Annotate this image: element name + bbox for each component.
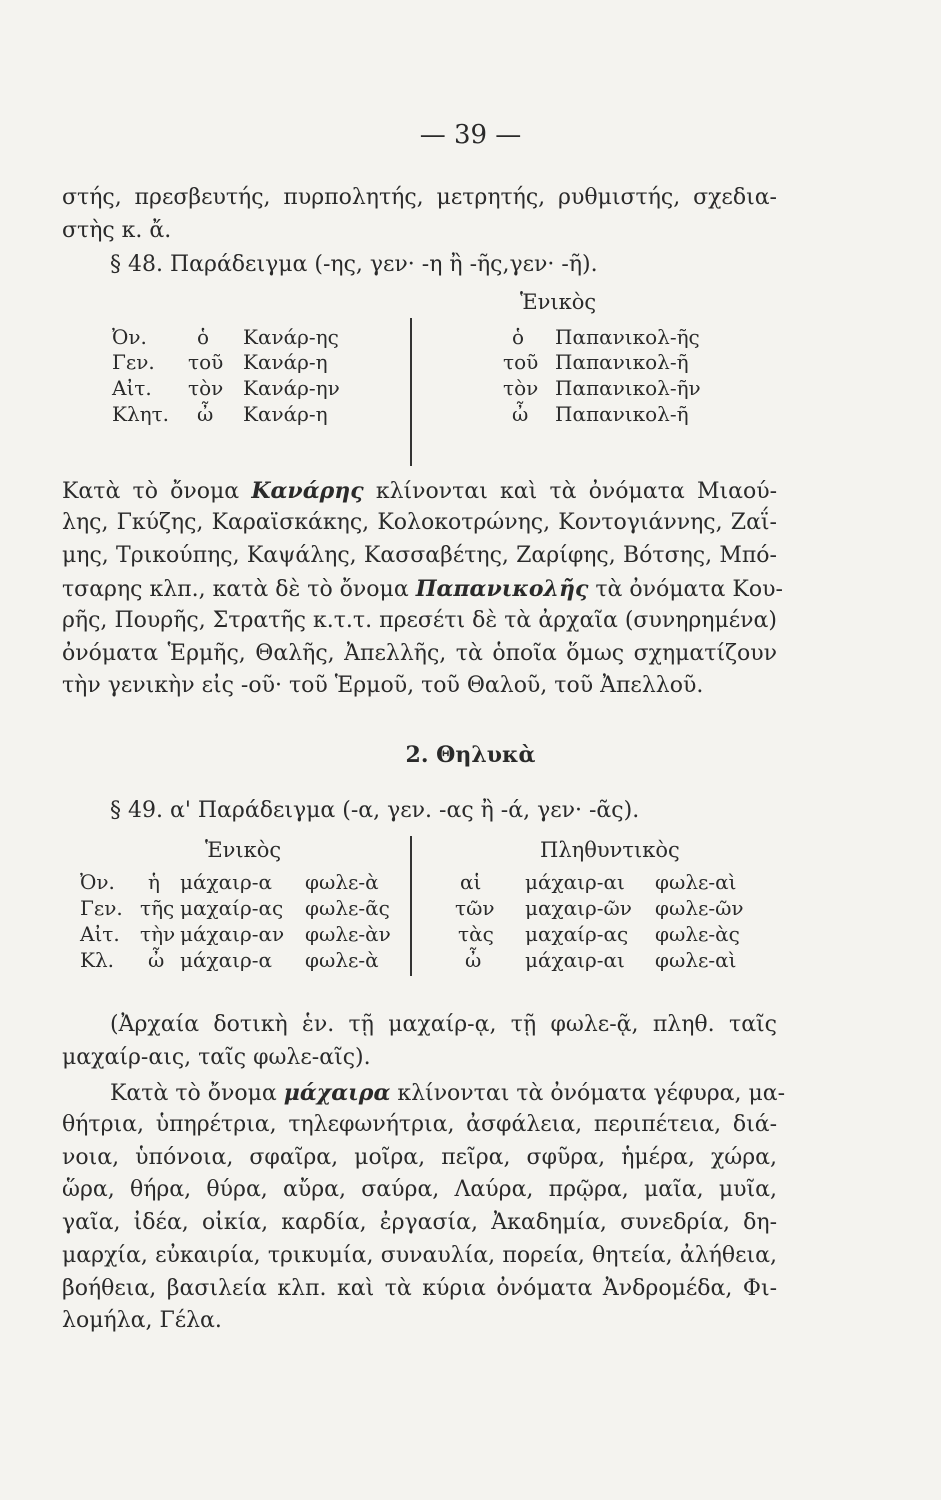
article: τὸν <box>188 376 224 400</box>
noun-form: μάχαιρ-αι <box>525 870 625 894</box>
text-span: τσαρης κλπ., κατὰ δὲ τὸ ὄνομα <box>62 577 416 602</box>
article: ὦ <box>512 402 529 426</box>
article: ὦ <box>197 402 214 426</box>
noun-form: μάχαιρ-αι <box>525 948 625 972</box>
text-span: κλίνονται καὶ τὰ ὀνόματα Μιαού- <box>363 479 777 504</box>
text-line: στὴς κ. ἄ. <box>62 218 172 243</box>
article: τοῦ <box>188 350 224 374</box>
article: τῶν <box>455 896 495 920</box>
case-label: Γεν. <box>80 896 123 920</box>
noun-form: φωλε-ὰς <box>655 922 740 946</box>
noun-form: φωλε-ὰ <box>305 948 379 972</box>
article: τὸν <box>503 376 539 400</box>
table-header-singular: Ἑνικὸς <box>205 838 282 862</box>
noun-form: φωλε-ᾶς <box>305 896 390 920</box>
noun-form: μαχαίρ-ας <box>180 896 284 920</box>
case-label: Αἰτ. <box>112 376 152 400</box>
text-line <box>62 576 783 602</box>
article: ὦ <box>465 948 482 972</box>
table-header-singular: Ἑνικὸς <box>520 290 597 314</box>
noun-form: Κανάρ-η <box>243 402 328 426</box>
text-line: βοήθεια, βασιλεία κλπ. καὶ τὰ κύρια ὀνόματα Ἀνδρομέδα, Φι- <box>62 1276 777 1301</box>
text-line: ὥρα, θήρα, θύρα, αὔρα, σαύρα, Λαύρα, πρῷρα, μαῖα, μυῖα, <box>62 1177 777 1202</box>
noun-form: μαχαιρ-ῶν <box>525 896 632 920</box>
case-label: Αἰτ. <box>80 922 120 946</box>
noun-form: μαχαίρ-ας <box>525 922 629 946</box>
text-span: κλίνονται τὰ ὀνόματα γέφυρα, μα- <box>390 1081 786 1106</box>
noun-form: μάχαιρ-αν <box>180 922 285 946</box>
text-line: λης, Γκύζης, Καραϊσκάκης, Κολοκοτρώνης, Κοντογιάννης, Ζαΐ- <box>62 510 777 535</box>
article: ὦ <box>148 948 165 972</box>
noun-form: Παπανικολ-ῆν <box>555 376 701 400</box>
text-line: γαῖα, ἰδέα, οἰκία, καρδία, ἐργασία, Ἀκαδημία, συνεδρία, δη- <box>62 1210 777 1235</box>
emphasized-word: μάχαιρα <box>283 1080 391 1106</box>
text-line: τὴν γενικὴν εἰς -οῦ· τοῦ Ἑρμοῦ, τοῦ Θαλοῦ, τοῦ Ἀπελλοῦ. <box>62 673 704 698</box>
text-span: τὰ ὀνόματα Κου- <box>588 577 783 602</box>
noun-form: φωλε-ὰν <box>305 922 391 946</box>
text-line <box>110 1080 786 1106</box>
case-label: Ὀν. <box>112 325 147 349</box>
text-line: ὀνόματα Ἑρμῆς, Θαλῆς, Ἀπελλῆς, τὰ ὁποῖα ὅμως σχηματίζουν <box>62 641 777 666</box>
article: τῆς <box>140 896 175 920</box>
noun-form: μάχαιρ-α <box>180 870 272 894</box>
noun-form: Παπανικολ-ῆ <box>555 402 689 426</box>
emphasized-word: Παπανικολῆς <box>415 576 589 602</box>
noun-form: Κανάρ-η <box>243 350 328 374</box>
text-span: Κατὰ τὸ ὄνομα <box>110 1081 284 1106</box>
case-label: Κλ. <box>80 948 114 972</box>
case-label: Ὀν. <box>80 870 115 894</box>
noun-form: φωλε-αὶ <box>655 870 737 894</box>
section-48-heading: § 48. Παράδειγμα (-ης, γεν· -η ἢ -ῆς,γεν· -ῆ). <box>110 252 598 277</box>
case-label: Γεν. <box>112 350 155 374</box>
article: τὴν <box>140 922 176 946</box>
text-line: νοια, ὑπόνοια, σφαῖρα, μοῖρα, πεῖρα, σφῦρα, ἡμέρα, χώρα, <box>62 1145 777 1170</box>
emphasized-word: Κανάρης <box>251 478 364 504</box>
noun-form: φωλε-ῶν <box>655 896 744 920</box>
text-line <box>62 478 777 504</box>
case-label: Κλητ. <box>112 402 170 426</box>
page-number: — 39 — <box>419 120 522 150</box>
text-span: Κατὰ τὸ ὄνομα <box>62 479 252 504</box>
noun-form: Παπανικολ-ῆς <box>555 325 700 349</box>
text-line: λομήλα, Γέλα. <box>62 1308 222 1333</box>
section-title-feminine: 2. Θηλυκὰ <box>405 742 536 768</box>
article: ὁ <box>512 325 525 349</box>
article: τὰς <box>458 922 494 946</box>
table-divider <box>410 318 412 466</box>
noun-form: μάχαιρ-α <box>180 948 272 972</box>
section-49-heading: § 49. α' Παράδειγμα (-α, γεν. -ας ἢ -ά, γεν· -ᾶς). <box>110 798 640 823</box>
table-divider <box>410 836 412 976</box>
article: ἡ <box>148 870 160 894</box>
noun-form: Κανάρ-ην <box>243 376 340 400</box>
article: τοῦ <box>503 350 539 374</box>
noun-form: Κανάρ-ης <box>243 325 339 349</box>
noun-form: φωλε-ὰ <box>305 870 379 894</box>
text-line: στής, πρεσβευτής, πυρπολητής, μετρητής, ρυθμιστής, σχεδια- <box>62 185 777 210</box>
article: αἱ <box>460 870 482 894</box>
article: ὁ <box>197 325 210 349</box>
text-line: μαρχία, εὐκαιρία, τρικυμία, συναυλία, πορεία, θητεία, ἀλήθεια, <box>62 1243 777 1268</box>
text-line: (Ἀρχαία δοτικὴ ἑν. τῇ μαχαίρ-ᾳ, τῇ φωλε-ᾷ, πληθ. ταῖς <box>110 1012 777 1037</box>
noun-form: φωλε-αὶ <box>655 948 737 972</box>
noun-form: Παπανικολ-ῆ <box>555 350 689 374</box>
text-line: μης, Τρικούπης, Καψάλης, Κασσαβέτης, Ζαρίφης, Βότσης, Μπό- <box>62 543 777 568</box>
text-line: ρῆς, Πουρῆς, Στρατῆς κ.τ.τ. πρεσέτι δὲ τὰ ἀρχαῖα (συνηρημένα) <box>62 608 777 633</box>
text-line: μαχαίρ-αις, ταῖς φωλε-αῖς). <box>62 1045 371 1070</box>
text-line: θήτρια, ὑπηρέτρια, τηλεφωνήτρια, ἀσφάλεια, περιπέτεια, διά- <box>62 1112 777 1137</box>
table-header-plural: Πληθυντικὸς <box>540 838 680 862</box>
